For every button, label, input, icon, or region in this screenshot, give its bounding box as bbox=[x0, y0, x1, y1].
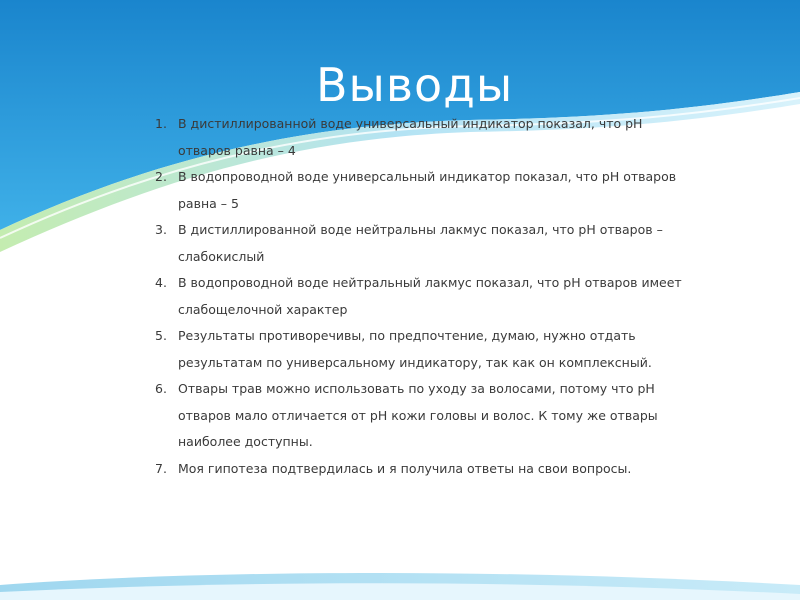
list-item bbox=[145, 270, 685, 323]
item-number: 4. bbox=[155, 275, 167, 290]
list-item bbox=[145, 456, 685, 483]
item-text: В водопроводной воде универсальный индикатор показал, что рН отваров равна – 5 bbox=[178, 169, 677, 211]
list-item bbox=[145, 376, 685, 456]
slide-title: Выводы bbox=[316, 58, 514, 112]
list-item bbox=[145, 164, 685, 217]
item-text: В дистиллированной воде универсальный индикатор показал, что рН отваров равна – 4 bbox=[178, 116, 643, 158]
item-number: 1. bbox=[155, 116, 167, 131]
item-text: Моя гипотеза подтвердилась и я получила ответы на свои вопросы. bbox=[178, 460, 632, 476]
item-text: Отвары трав можно использовать по уходу за волосами, потому что рН отваров мало отличается от рН кожи головы и волос. К тому же отвары наиболее доступны. bbox=[178, 381, 658, 449]
list-item bbox=[145, 217, 685, 270]
item-text: Результаты противоречивы, по предпочтение, думаю, нужно отдать результатам по универсальному индикатору, так как он комплексный. bbox=[178, 328, 652, 370]
item-number: 2. bbox=[155, 169, 167, 184]
item-number: 3. bbox=[155, 222, 167, 237]
item-text: В водопроводной воде нейтральный лакмус показал, что рН отваров имеет слабощелочной характер bbox=[178, 275, 682, 317]
item-number: 5. bbox=[155, 328, 167, 343]
conclusions-list bbox=[145, 111, 685, 482]
item-number: 7. bbox=[155, 460, 167, 476]
list-item bbox=[145, 323, 685, 376]
item-text: В дистиллированной воде нейтральны лакмус показал, что рН отваров – слабокислый bbox=[178, 222, 663, 264]
list-item bbox=[145, 111, 685, 164]
item-number: 6. bbox=[155, 381, 167, 396]
